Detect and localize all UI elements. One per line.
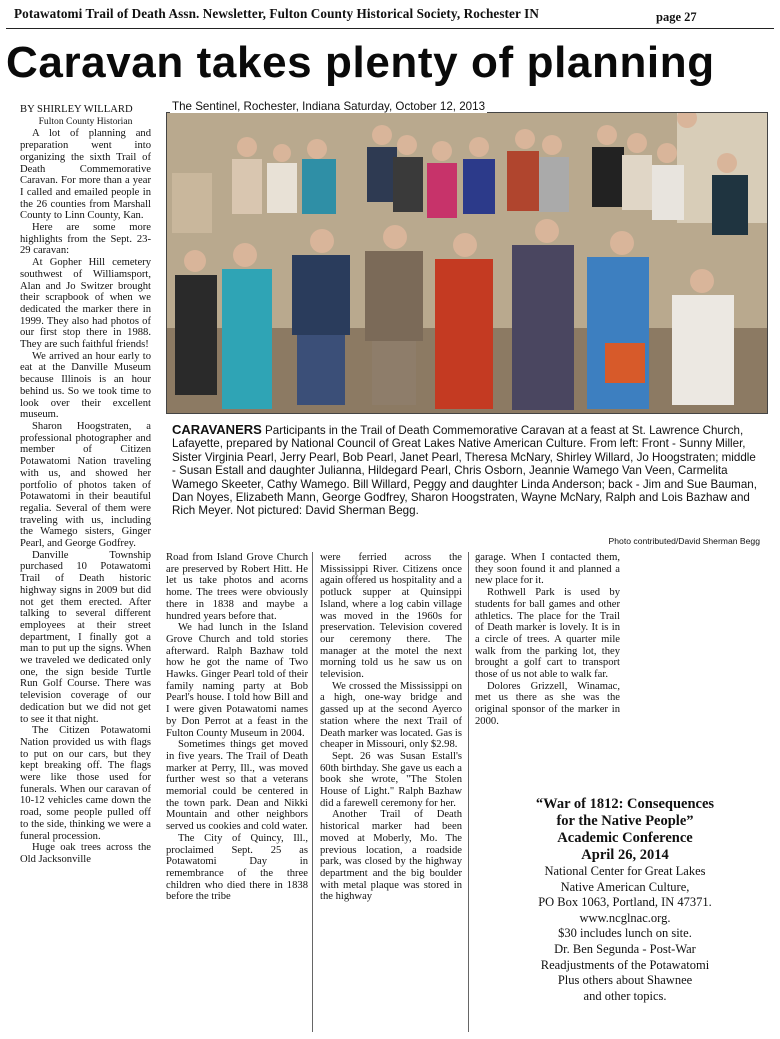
byline-title: Fulton County Historian — [38, 115, 133, 127]
paragraph: Sharon Hoogstraten, a professional photographer and member of Citizen Potawatomi Nation traveling with us, and showed her portfolio of photos taken of Potawatomi in their beautiful regalia. Several of them were traveling with us, including the Wamego sisters, Ginger Pearl, and George Godfrey. — [20, 420, 151, 550]
paragraph: Another Trail of Death historical marker had been moved at Moberly, Mo. The previous location, a roadside park, was closed by the highway department and the big boulder with metal plaque was stored in the highway — [320, 809, 462, 903]
article-column-1 — [20, 104, 151, 1034]
masthead: Potawatomi Trail of Death Assn. Newsletter, Fulton County Historical Society, Rochester IN — [14, 6, 539, 21]
event-line: Plus others about Shawnee — [557, 973, 693, 988]
event-line: Readjustments of the Potawatomi — [540, 957, 710, 972]
paragraph: We arrived an hour early to eat at the Danville Museum because Illinois is an hour behind us. So we took time to look over their excellent museum. — [20, 350, 151, 421]
caption-lead: CARAVANERS — [172, 422, 262, 437]
event-title-line-2: for the Native People” — [556, 813, 694, 829]
conference-announcement — [480, 796, 770, 1004]
paragraph: Dolores Grizzell, Winamac, met us there as she was the original sponsor of the marker in 2000. — [475, 680, 620, 727]
paragraph: Danville Township purchased 10 Potawatomi Trail of Death historic highway signs in 2009 but did not get them erected. After talking to several different employees at their street department, I finally got a man to put up the signs. When we traveled we dedicated only one, the sign beside Turtle Run Golf Course. There was television coverage of our dedication but we did not get to see it that night. — [20, 549, 151, 725]
paragraph: Road from Island Grove Church are preserved by Robert Hitt. He let us take photos and acorns home. The trees were obviously there in 1838 and maybe a hundred years before that. — [166, 552, 308, 622]
event-website: www.ncglnac.org. — [579, 910, 671, 925]
paragraph: garage. When I contacted them, they soon found it and planned a new place for it. — [475, 552, 620, 587]
page-number: page 27 — [656, 10, 697, 24]
paragraph: Rothwell Park is used by students for ball games and other athletics. The place for the Trail of Death marker is lovely. It is in a circle of trees. A quarter mile walk from the parking lot, they brought a golf cart to transport those of us not able to walk far. — [475, 587, 620, 681]
event-title-line-3: Academic Conference — [557, 830, 693, 846]
event-line: Dr. Ben Segunda - Post-War — [554, 941, 696, 956]
event-line: $30 includes lunch on site. — [558, 926, 692, 941]
paragraph: were ferried across the Mississippi River. Citizens once again offered us hospitality and a potluck supper at Quinsippi Island, where a log cabin village was moved in the 1960s for preservation. Television covered our ceremony there. The manager at the motel the next morning told us he saw us on television. — [320, 552, 462, 681]
headline: Caravan takes plenty of planning — [6, 38, 715, 87]
column-divider — [468, 552, 469, 1032]
photo-credit: Photo contributed/David Sherman Begg — [608, 536, 760, 546]
photo-source-line: The Sentinel, Rochester, Indiana Saturday, October 12, 2013 — [172, 100, 486, 113]
paragraph: We crossed the Mississippi on a high, one-way bridge and gassed up at the second Ayerco station where the next Trail of Death marker was located. Gas is cheaper in Missouri, only $2.98. — [320, 680, 462, 751]
paragraph: Sept. 26 was Susan Estall's 60th birthday. She gave us each a book she wrote, "The Stolen House of Light." Ralph Bazhaw did a farewell ceremony for her. — [320, 750, 462, 809]
photo-caption — [172, 423, 762, 518]
paragraph: We had lunch in the Island Grove Church and told stories afterward. Ralph Bazhaw told how he got the name of Two Hawks. Ginger Pearl told of their family naming party at Bob Pearl's house. I told how Bill and I were given Potawatomi names by Don Perrot at a feast in the Fulton County Museum in 2004. — [166, 622, 308, 739]
article-column-2 — [166, 552, 308, 1034]
paragraph: Sometimes things get moved in five years. The Trail of Death marker at Perry, Ill., was moved further west so that a veterans memorial could be centered in the town park. Dean and Nikki Mountain and other neighbors served us cookies and cold water. — [166, 739, 308, 833]
paragraph: At Gopher Hill cemetery southwest of Williamsport, Alan and Jo Switzer brought their scrapbook of when we dedicated the marker there in 1999. They also had photos of our first stop there in 1988. They are such faithful friends! — [20, 257, 151, 351]
masthead-rule — [6, 28, 774, 29]
caption-text: Participants in the Trail of Death Commemorative Caravan at a feast at St. Lawrence Church, Lafayette, prepared by National Council of Great Lakes Native American Culture. From left: Front - Sunny Miller, Sister Virginia Pearl, Jerry Pearl, Bob Pearl, Janet Pearl, Theresa McNary, Shirley Willard, Jo Hoogstraten; middle - Susan Estall and daughter Julianna, Hildegard Pearl, Chris Osborn, Jeannie Wamego Van Veen, Carmelita Wamego Skeeter, Cathy Wamego. Bill Willard, Peggy and daughter Linda Anderson; back - Jim and Sue Bauman, Dan Noyes, Elizabeth Mann, George Godfrey, Sharon Hoogstraten, Wayne McNary, Ralph and Lois Bazhaw and Rich Meyer. Not pictured: David Sherman Begg. — [172, 424, 757, 518]
paragraph: A lot of planning and preparation went into organizing the sixth Trail of Death Commemorative Caravan. For more than a year I called and emailed people in the 26 counties from Marshall County to Linn County, Kan. — [20, 128, 151, 222]
article-column-4 — [475, 552, 620, 804]
paragraph: Here are some more highlights from the Sept. 23-29 caravan: — [20, 222, 151, 257]
event-title-line-1: “War of 1812: Consequences — [535, 796, 715, 812]
paragraph: The Citizen Potawatomi Nation provided us with flags to put on our cars, but they kept breaking off. The flags were like those used for funerals. When our caravan of 10-12 vehicles came down the road, some people pulled off to the side, thinking we were a funeral procession. — [20, 725, 151, 842]
event-line: and other topics. — [583, 988, 667, 1003]
group-photo-illustration — [167, 113, 767, 413]
paragraph: The City of Quincy, Ill., proclaimed Sept. 25 as Potawatomi Day in remembrance of the three children who died there in 1838 before the tribe — [166, 832, 308, 903]
event-date: April 26, 2014 — [581, 847, 669, 863]
event-line: PO Box 1063, Portland, IN 47371. — [538, 895, 712, 910]
event-line: National Center for Great Lakes — [544, 864, 706, 878]
paragraph: Huge oak trees across the Old Jacksonville — [20, 842, 151, 865]
column-divider — [312, 552, 313, 1032]
group-photo — [166, 112, 768, 414]
event-line: Native American Culture, — [560, 879, 690, 894]
byline: BY SHIRLEY WILLARD — [20, 104, 133, 115]
article-column-3 — [320, 552, 462, 1034]
